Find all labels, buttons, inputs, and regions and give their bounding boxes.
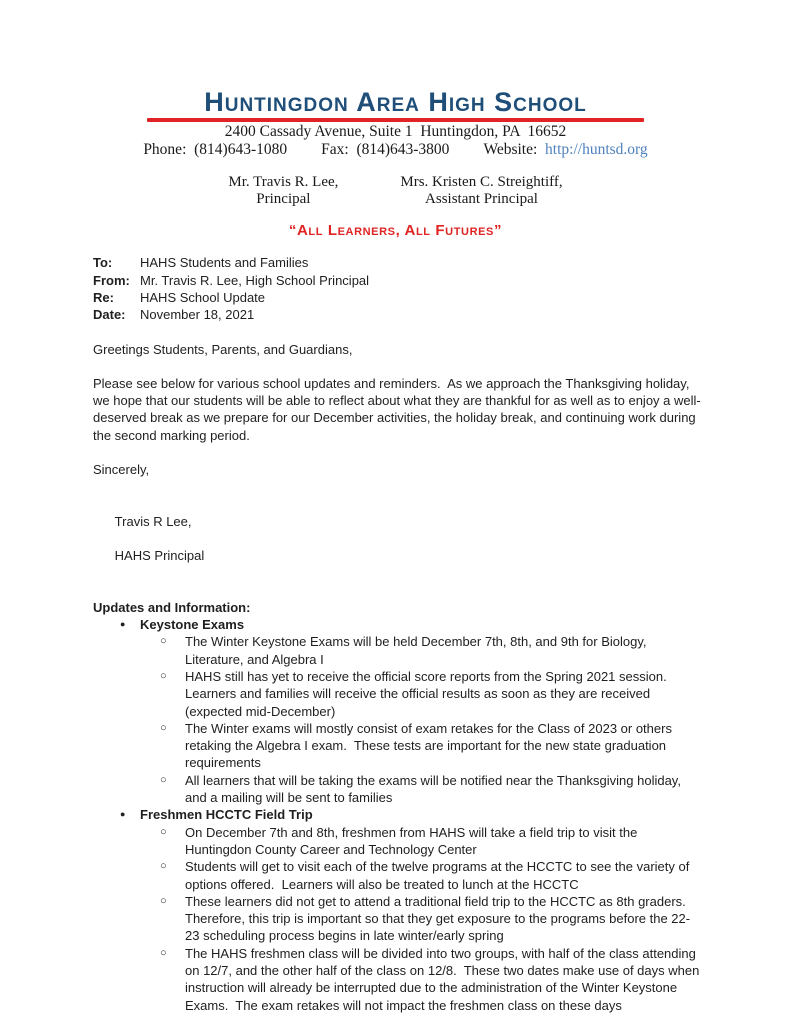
memo-to-label: To: (93, 255, 113, 271)
list-item (93, 668, 703, 720)
hcctc-sublist (93, 824, 703, 1014)
principal-name: Mr. Travis R. Lee, (228, 174, 339, 191)
bullet-icon: ● (120, 619, 126, 630)
greeting-line: Greetings Students, Parents, and Guardians, (93, 341, 353, 357)
list-item (93, 720, 703, 772)
list-item-text: Students will get to visit each of the twelve programs at the HCCTC to see the variety of options offered. Learners will also be treated to lunch at the HCCTC (185, 859, 693, 892)
sub-bullet-icon: ○ (160, 669, 167, 682)
sub-bullet-icon: ○ (160, 946, 167, 959)
memo-row-re (93, 289, 703, 306)
list-item-text: All learners that will be taking the exams will be notified near the Thanksgiving holiday, and a mailing will be sent to families (185, 772, 685, 806)
list-item (93, 858, 703, 893)
phone-number: (814)643-1080 (194, 141, 288, 159)
sub-bullet-icon: ○ (160, 894, 167, 907)
memo-from-label: From: (93, 272, 130, 288)
red-divider-rule (147, 118, 644, 122)
memo-date-label: Date: (93, 307, 126, 323)
sub-bullet-icon: ○ (160, 773, 167, 786)
keystone-sublist (93, 633, 703, 806)
intro-paragraph: Please see below for various school updates and reminders. As we approach the Thanksgiving holiday, we hope that our students will be able to reflect about what they are thankful for as well as to enjoy a well-deserved break as we prepare for our December activities, the holiday break, and continuing work during the second marking period. (93, 375, 701, 443)
list-item (93, 772, 703, 807)
bullet-icon: ● (120, 809, 126, 820)
list-item-text: The Winter exams will mostly consist of exam retakes for the Class of 2023 or others retaking the Algebra I exam. These tests are important for the new state graduation requirements (185, 720, 676, 771)
sub-bullet-icon: ○ (160, 721, 167, 734)
list-item-keystone-exams (93, 616, 703, 633)
updates-heading: Updates and Information: (93, 599, 251, 615)
letter-content (0, 254, 791, 1014)
website-item (483, 142, 647, 158)
school-slogan: “All Learners, All Futures” (288, 222, 503, 240)
memo-re-value: HAHS School Update (140, 289, 266, 305)
memo-row-date (93, 306, 703, 323)
sub-bullet-icon: ○ (160, 635, 167, 648)
sublist-hcctc (93, 824, 703, 1014)
updates-list (93, 616, 703, 1014)
sub-bullet-icon: ○ (160, 860, 167, 873)
list-item-text: The Winter Keystone Exams will be held December 7th, 8th, and 9th for Biology, Literature, and Algebra I (185, 634, 651, 667)
website-link[interactable]: http://huntsd.org (545, 141, 648, 159)
section-title: Freshmen HCCTC Field Trip (140, 807, 313, 823)
memo-from-value: Mr. Travis R. Lee, High School Principal (140, 272, 370, 288)
memo-re-label: Re: (93, 289, 114, 305)
signature-block (93, 495, 703, 581)
list-item (93, 633, 703, 668)
memo-row-to (93, 254, 703, 271)
list-item-text: The HAHS freshmen class will be divided into two groups, with half of the class attending on 12/7, and the other half of the class on 12/8. These two dates make use of days when instruction will already be interrupted due to the administration of the Winter Keystone Exams. The exam retakes will not impact the freshmen class on these days (185, 945, 703, 1013)
website-label: Website: (483, 141, 546, 159)
memo-header (93, 254, 703, 323)
list-item-text: On December 7th and 8th, freshmen from HAHS will take a field trip to visit the Huntingdon County Career and Technology Center (185, 824, 641, 857)
memo-row-from (93, 272, 703, 289)
memo-to-value: HAHS Students and Families (140, 255, 309, 271)
list-item-text: These learners did not get to attend a traditional field trip to the HCCTC as 8th graders. Therefore, this trip is important so that they get exposure to the programs before the 22-23 scheduling process begins in late winter/early spring (185, 893, 693, 944)
signer-name: Travis R Lee, (114, 513, 192, 529)
letterhead (0, 0, 791, 158)
principal-role: Principal (256, 190, 311, 207)
signer-title: HAHS Principal (114, 548, 205, 564)
fax-item (321, 142, 449, 158)
list-item (93, 824, 703, 859)
school-address: 2400 Cassady Avenue, Suite 1 Huntingdon, PA 16652 (224, 123, 567, 141)
list-item-hcctc-field-trip (93, 806, 703, 823)
phone-item (143, 142, 287, 158)
phone-label: Phone: (143, 141, 195, 159)
assistant-principal-role: Assistant Principal (425, 190, 538, 207)
school-name-title: Huntingdon Area High School (204, 87, 587, 117)
memo-date-value: November 18, 2021 (140, 307, 255, 323)
section-title: Keystone Exams (140, 617, 245, 633)
sublist-keystone (93, 633, 703, 806)
contact-line (0, 142, 791, 158)
fax-number: (814)643-3800 (356, 141, 450, 159)
list-item-text: HAHS still has yet to receive the official score reports from the Spring 2021 session. Learners and families will receive the official results as soon as they are received (expected mid-December) (185, 668, 674, 719)
assistant-principal-name: Mrs. Kristen C. Streightiff, (400, 174, 563, 191)
staff-row (0, 174, 791, 207)
list-item (93, 893, 703, 945)
assistant-principal-block (400, 174, 562, 207)
closing-line: Sincerely, (93, 462, 150, 478)
sub-bullet-icon: ○ (160, 825, 167, 838)
fax-label: Fax: (321, 141, 357, 159)
principal-block (228, 174, 338, 207)
list-item (93, 945, 703, 1014)
